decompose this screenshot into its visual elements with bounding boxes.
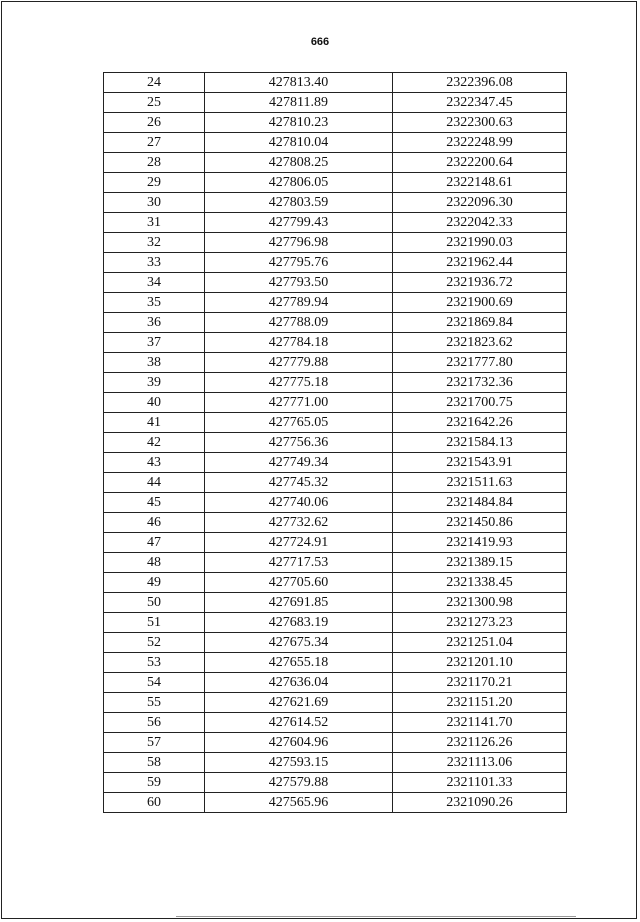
x-coordinate-cell: 427717.53: [205, 553, 393, 573]
x-coordinate-cell: 427732.62: [205, 513, 393, 533]
point-number-cell: 35: [104, 293, 205, 313]
x-coordinate-cell: 427808.25: [205, 153, 393, 173]
x-coordinate-cell: 427604.96: [205, 733, 393, 753]
point-number-cell: 27: [104, 133, 205, 153]
point-number-cell: 28: [104, 153, 205, 173]
y-coordinate-cell: 2321141.70: [393, 713, 567, 733]
point-number-cell: 59: [104, 773, 205, 793]
point-number-cell: 55: [104, 693, 205, 713]
x-coordinate-cell: 427579.88: [205, 773, 393, 793]
table-row: [104, 433, 567, 453]
point-number-cell: 60: [104, 793, 205, 813]
x-coordinate-cell: 427803.59: [205, 193, 393, 213]
y-coordinate-cell: 2321700.75: [393, 393, 567, 413]
y-coordinate-cell: 2321113.06: [393, 753, 567, 773]
x-coordinate-cell: 427765.05: [205, 413, 393, 433]
table-row: [104, 653, 567, 673]
point-number-cell: 54: [104, 673, 205, 693]
y-coordinate-cell: 2322347.45: [393, 93, 567, 113]
point-number-cell: 48: [104, 553, 205, 573]
x-coordinate-cell: 427675.34: [205, 633, 393, 653]
x-coordinate-cell: 427796.98: [205, 233, 393, 253]
point-number-cell: 52: [104, 633, 205, 653]
x-coordinate-cell: 427724.91: [205, 533, 393, 553]
y-coordinate-cell: 2321170.21: [393, 673, 567, 693]
table-row: [104, 393, 567, 413]
bottom-rule: [176, 916, 576, 917]
point-number-cell: 42: [104, 433, 205, 453]
y-coordinate-cell: 2321823.62: [393, 333, 567, 353]
x-coordinate-cell: 427775.18: [205, 373, 393, 393]
table-row: [104, 333, 567, 353]
x-coordinate-cell: 427789.94: [205, 293, 393, 313]
y-coordinate-cell: 2321900.69: [393, 293, 567, 313]
x-coordinate-cell: 427788.09: [205, 313, 393, 333]
table-row: [104, 453, 567, 473]
y-coordinate-cell: 2322096.30: [393, 193, 567, 213]
table-row: [104, 113, 567, 133]
y-coordinate-cell: 2321511.63: [393, 473, 567, 493]
table-row: [104, 613, 567, 633]
point-number-cell: 41: [104, 413, 205, 433]
table-row: [104, 493, 567, 513]
point-number-cell: 39: [104, 373, 205, 393]
table-row: [104, 353, 567, 373]
table-row: [104, 73, 567, 93]
y-coordinate-cell: 2321151.20: [393, 693, 567, 713]
x-coordinate-cell: 427806.05: [205, 173, 393, 193]
x-coordinate-cell: 427745.32: [205, 473, 393, 493]
y-coordinate-cell: 2322200.64: [393, 153, 567, 173]
table-row: [104, 553, 567, 573]
x-coordinate-cell: 427655.18: [205, 653, 393, 673]
x-coordinate-cell: 427771.00: [205, 393, 393, 413]
point-number-cell: 50: [104, 593, 205, 613]
x-coordinate-cell: 427740.06: [205, 493, 393, 513]
x-coordinate-cell: 427636.04: [205, 673, 393, 693]
point-number-cell: 40: [104, 393, 205, 413]
table-row: [104, 233, 567, 253]
table-row: [104, 93, 567, 113]
table-row: [104, 793, 567, 813]
y-coordinate-cell: 2321584.13: [393, 433, 567, 453]
x-coordinate-cell: 427705.60: [205, 573, 393, 593]
x-coordinate-cell: 427683.19: [205, 613, 393, 633]
table-row: [104, 693, 567, 713]
table-row: [104, 213, 567, 233]
y-coordinate-cell: 2322148.61: [393, 173, 567, 193]
x-coordinate-cell: 427811.89: [205, 93, 393, 113]
y-coordinate-cell: 2321389.15: [393, 553, 567, 573]
point-number-cell: 31: [104, 213, 205, 233]
point-number-cell: 44: [104, 473, 205, 493]
point-number-cell: 36: [104, 313, 205, 333]
x-coordinate-cell: 427810.04: [205, 133, 393, 153]
x-coordinate-cell: 427756.36: [205, 433, 393, 453]
table-row: [104, 273, 567, 293]
y-coordinate-cell: 2321101.33: [393, 773, 567, 793]
point-number-cell: 56: [104, 713, 205, 733]
table-row: [104, 593, 567, 613]
point-number-cell: 51: [104, 613, 205, 633]
point-number-cell: 32: [104, 233, 205, 253]
y-coordinate-cell: 2321450.86: [393, 513, 567, 533]
y-coordinate-cell: 2321090.26: [393, 793, 567, 813]
y-coordinate-cell: 2321990.03: [393, 233, 567, 253]
point-number-cell: 37: [104, 333, 205, 353]
table-row: [104, 713, 567, 733]
point-number-cell: 29: [104, 173, 205, 193]
point-number-cell: 33: [104, 253, 205, 273]
x-coordinate-cell: 427784.18: [205, 333, 393, 353]
y-coordinate-cell: 2321419.93: [393, 533, 567, 553]
y-coordinate-cell: 2322042.33: [393, 213, 567, 233]
table-row: [104, 533, 567, 553]
point-number-cell: 53: [104, 653, 205, 673]
point-number-cell: 30: [104, 193, 205, 213]
table-row: [104, 633, 567, 653]
table-row: [104, 573, 567, 593]
table-row: [104, 753, 567, 773]
y-coordinate-cell: 2321543.91: [393, 453, 567, 473]
x-coordinate-cell: 427593.15: [205, 753, 393, 773]
x-coordinate-cell: 427813.40: [205, 73, 393, 93]
x-coordinate-cell: 427749.34: [205, 453, 393, 473]
table-row: [104, 253, 567, 273]
table-body: [104, 73, 567, 813]
point-number-cell: 46: [104, 513, 205, 533]
table-row: [104, 733, 567, 753]
y-coordinate-cell: 2321962.44: [393, 253, 567, 273]
point-number-cell: 38: [104, 353, 205, 373]
point-number-cell: 26: [104, 113, 205, 133]
y-coordinate-cell: 2321642.26: [393, 413, 567, 433]
table-row: [104, 413, 567, 433]
point-number-cell: 57: [104, 733, 205, 753]
x-coordinate-cell: 427621.69: [205, 693, 393, 713]
y-coordinate-cell: 2322300.63: [393, 113, 567, 133]
x-coordinate-cell: 427795.76: [205, 253, 393, 273]
x-coordinate-cell: 427793.50: [205, 273, 393, 293]
y-coordinate-cell: 2321936.72: [393, 273, 567, 293]
table-row: [104, 513, 567, 533]
table-row: [104, 773, 567, 793]
x-coordinate-cell: 427779.88: [205, 353, 393, 373]
page-number: 666: [310, 36, 330, 48]
coordinates-table: [103, 72, 567, 813]
x-coordinate-cell: 427810.23: [205, 113, 393, 133]
point-number-cell: 24: [104, 73, 205, 93]
x-coordinate-cell: 427565.96: [205, 793, 393, 813]
table-row: [104, 153, 567, 173]
table-row: [104, 193, 567, 213]
y-coordinate-cell: 2321273.23: [393, 613, 567, 633]
point-number-cell: 49: [104, 573, 205, 593]
point-number-cell: 25: [104, 93, 205, 113]
y-coordinate-cell: 2321869.84: [393, 313, 567, 333]
x-coordinate-cell: 427691.85: [205, 593, 393, 613]
y-coordinate-cell: 2321338.45: [393, 573, 567, 593]
x-coordinate-cell: 427614.52: [205, 713, 393, 733]
point-number-cell: 45: [104, 493, 205, 513]
y-coordinate-cell: 2321300.98: [393, 593, 567, 613]
y-coordinate-cell: 2321732.36: [393, 373, 567, 393]
point-number-cell: 34: [104, 273, 205, 293]
point-number-cell: 43: [104, 453, 205, 473]
table-row: [104, 373, 567, 393]
y-coordinate-cell: 2321251.04: [393, 633, 567, 653]
y-coordinate-cell: 2321201.10: [393, 653, 567, 673]
y-coordinate-cell: 2321126.26: [393, 733, 567, 753]
y-coordinate-cell: 2322396.08: [393, 73, 567, 93]
point-number-cell: 47: [104, 533, 205, 553]
point-number-cell: 58: [104, 753, 205, 773]
table-row: [104, 673, 567, 693]
x-coordinate-cell: 427799.43: [205, 213, 393, 233]
y-coordinate-cell: 2322248.99: [393, 133, 567, 153]
table-row: [104, 133, 567, 153]
table-row: [104, 173, 567, 193]
table-row: [104, 313, 567, 333]
y-coordinate-cell: 2321777.80: [393, 353, 567, 373]
table-row: [104, 473, 567, 493]
y-coordinate-cell: 2321484.84: [393, 493, 567, 513]
table-row: [104, 293, 567, 313]
